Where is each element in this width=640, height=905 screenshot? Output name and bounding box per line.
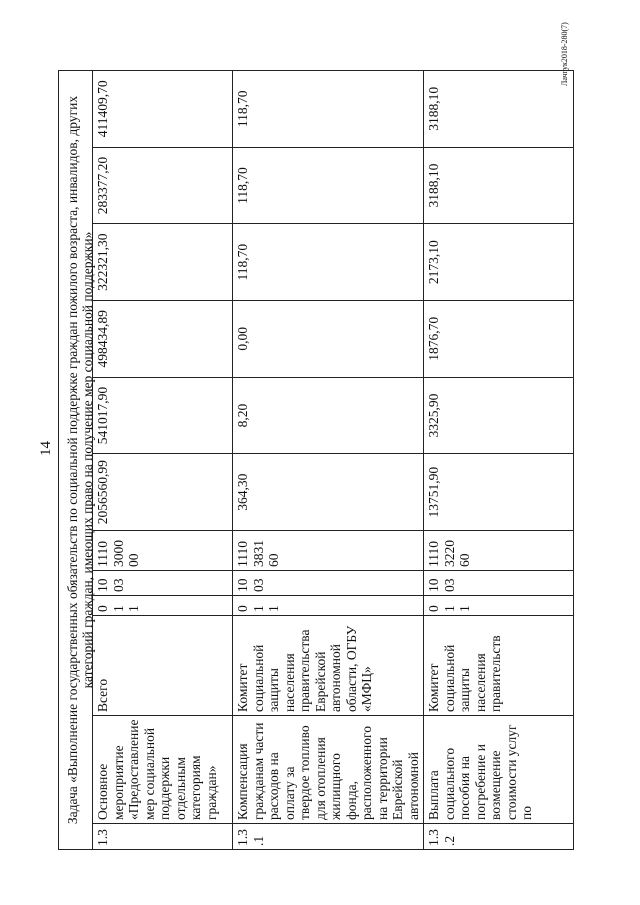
- amount-cell: 118,70: [233, 224, 424, 301]
- activity-name: Компенсация гражданам части расходов на оплату за твердое топливо для отопления жилищного фонда, расположенного на территории Еврейской автономной: [233, 716, 424, 824]
- program-code: 01 1: [233, 596, 424, 616]
- footer-code: Лачгук2018-280(7): [560, 22, 569, 86]
- amount-cell: 283377,20: [93, 147, 233, 224]
- amount-cell: 118,70: [233, 71, 424, 148]
- amount-cell: 118,70: [233, 147, 424, 224]
- amount-cell: 3188,10: [424, 71, 574, 148]
- amount-cell: 2173,10: [424, 224, 574, 301]
- program-code: 01 1: [424, 596, 574, 616]
- amount-cell: 364,30: [233, 454, 424, 531]
- executor: Всего: [93, 616, 233, 716]
- page-number: 14: [38, 441, 54, 456]
- row-number: 1.3: [93, 824, 233, 850]
- rotated-table-area: [58, 70, 610, 850]
- amount-cell: 3188,10: [424, 147, 574, 224]
- table-row: [93, 71, 233, 850]
- amount-cell: 3325,90: [424, 377, 574, 454]
- amount-cell: 8,20: [233, 377, 424, 454]
- section-code: 1003: [93, 571, 233, 596]
- activity-name: Основное мероприятие «Предоставление мер социальной поддержки отдельным категориям граждан»: [93, 716, 233, 824]
- amount-cell: 322321,30: [93, 224, 233, 301]
- program-code: 01 1: [93, 596, 233, 616]
- target-code: 1110 3000 00: [93, 531, 233, 571]
- amount-cell: 0,00: [233, 301, 424, 378]
- target-code: 1110 3220 60: [424, 531, 574, 571]
- budget-table: [92, 70, 574, 850]
- executor: Комитет социальной защиты населения правительств: [424, 616, 574, 716]
- amount-cell: 1876,70: [424, 301, 574, 378]
- section-code: 1003: [424, 571, 574, 596]
- amount-cell: 541017,90: [93, 377, 233, 454]
- amount-cell: 411409,70: [93, 71, 233, 148]
- activity-name: Выплата социального пособия на погребение и возмещение стоимости услуг по: [424, 716, 574, 824]
- row-number: 1.3.1: [233, 824, 424, 850]
- executor: Комитет социальной защиты населения правительства Еврейской автономной области, ОГБУ «МФЦ»: [233, 616, 424, 716]
- amount-cell: 13751,90: [424, 454, 574, 531]
- amount-cell: 2056560,99: [93, 454, 233, 531]
- amount-cell: 498434,89: [93, 301, 233, 378]
- target-code: 1110 3831 60: [233, 531, 424, 571]
- row-number: 1.3.2: [424, 824, 574, 850]
- task-title: Задача «Выполнение государственных обязательств по социальной поддержке граждан пожилого возраста, инвалидов, других категорий граждан, имеющих право на получение мер социальной поддержки»: [58, 70, 92, 850]
- table-row: [424, 71, 574, 850]
- table-row: [233, 71, 424, 850]
- section-code: 1003: [233, 571, 424, 596]
